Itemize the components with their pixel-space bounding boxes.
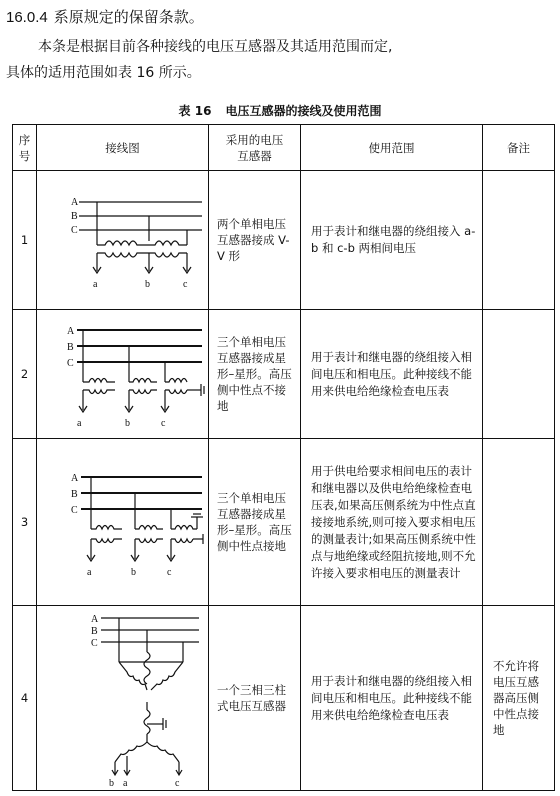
diagram-label-C: C	[91, 638, 98, 649]
header-usage: 使用范围	[301, 125, 483, 171]
diagram-label-c: c	[183, 279, 188, 290]
remark	[483, 439, 555, 606]
table-row	[13, 171, 555, 310]
usage-range: 用于供电给要求相间电压的表计和继电器以及供电给绝缘检查电压表,如果高压侧系统为中性点直接接地系统,则可接入要求相电压的测量表计;如果高压侧系统中性点与地绝缘或经阻抗接地,则不允许接入要求相电压的测量表计	[301, 439, 483, 606]
paragraph-line-1: 本条是根据目前各种接线的电压互感器及其适用范围而定,	[38, 39, 393, 55]
diagram-label-A: A	[71, 197, 79, 208]
transformer-type: 一个三相三柱式电压互感器	[209, 606, 301, 791]
header-no: 序号	[13, 125, 37, 171]
diagram-label-c: c	[161, 418, 166, 429]
diagram-label-a: a	[87, 567, 92, 578]
wiring-diagram-star-star-ungrounded	[37, 310, 209, 439]
transformer-type: 两个单相电压互感器接成 V-V 形	[209, 171, 301, 310]
wiring-diagram-vv	[37, 171, 209, 310]
diagram-label-A: A	[67, 326, 75, 337]
transformer-type: 三个单相电压互感器接成星形–星形。高压侧中性点不接地	[209, 310, 301, 439]
diagram-label-a: a	[77, 418, 82, 429]
diagram-label-a: a	[123, 778, 128, 789]
row-number: 3	[13, 439, 37, 606]
wiring-diagram-star-star-grounded	[37, 439, 209, 606]
remark: 不允许将电压互感器高压侧中性点接地	[483, 606, 555, 791]
usage-range: 用于表计和继电器的绕组接入 a-b 和 c-b 两相间电压	[301, 171, 483, 310]
row-number: 2	[13, 310, 37, 439]
diagram-label-B: B	[67, 342, 74, 353]
connection-table	[12, 124, 555, 791]
wiring-diagram-three-phase	[37, 606, 209, 791]
diagram-label-c: c	[167, 567, 172, 578]
usage-range: 用于表计和继电器的绕组接入相间电压和相电压。此种接线不能用来供电给绝缘检查电压表	[301, 310, 483, 439]
body-paragraph	[6, 34, 554, 86]
diagram-label-B: B	[71, 489, 78, 500]
diagram-label-A: A	[71, 473, 79, 484]
diagram-label-b: b	[145, 279, 150, 290]
usage-range: 用于表计和继电器的绕组接入相间电压和相电压。此种接线不能用来供电给绝缘检查电压表	[301, 606, 483, 791]
diagram-label-B: B	[91, 626, 98, 637]
table-caption	[0, 102, 560, 119]
section-heading	[6, 6, 204, 27]
transformer-type: 三个单相电压互感器接成星形–星形。高压侧中性点接地	[209, 439, 301, 606]
diagram-label-C: C	[67, 358, 74, 369]
section-number: 16.0.4	[6, 9, 48, 26]
header-remark: 备注	[483, 125, 555, 171]
table-row	[13, 606, 555, 791]
table-header-row	[13, 125, 555, 171]
diagram-label-B: B	[71, 211, 78, 222]
row-number: 1	[13, 171, 37, 310]
diagram-label-C: C	[71, 225, 78, 236]
diagram-label-a: a	[93, 279, 98, 290]
row-number: 4	[13, 606, 37, 791]
section-title: 系原规定的保留条款。	[53, 8, 204, 26]
table-title: 电压互感器的接线及使用范围	[225, 104, 382, 118]
table-number: 表 16	[178, 104, 212, 118]
diagram-label-C: C	[71, 505, 78, 516]
remark	[483, 171, 555, 310]
header-diagram: 接线图	[37, 125, 209, 171]
header-transformer: 采用的电压互感器	[209, 125, 301, 171]
diagram-label-b: b	[109, 778, 114, 789]
table-row	[13, 439, 555, 606]
diagram-label-b: b	[131, 567, 136, 578]
remark	[483, 310, 555, 439]
diagram-label-A: A	[91, 614, 99, 625]
diagram-label-c: c	[175, 778, 180, 789]
diagram-label-b: b	[125, 418, 130, 429]
table-row	[13, 310, 555, 439]
paragraph-line-2: 具体的适用范围如表 16 所示。	[6, 65, 201, 81]
